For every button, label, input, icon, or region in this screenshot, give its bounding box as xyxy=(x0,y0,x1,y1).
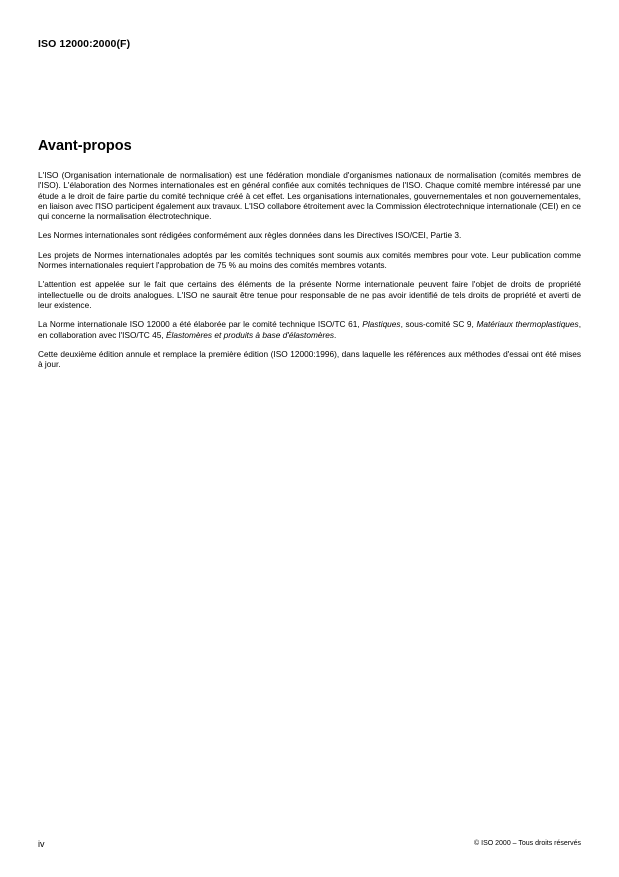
committee-text-4: . xyxy=(334,329,337,340)
committee-text-1: La Norme internationale ISO 12000 a été élaborée par le comité technique ISO/TC 61, xyxy=(38,319,363,330)
subcommittee-name: Matériaux thermoplastiques xyxy=(476,319,579,330)
committee-text-3: , en collaboration avec l'ISO/TC 45, xyxy=(38,319,581,340)
committee-text-2: , sous-comité SC 9, xyxy=(400,319,477,330)
paragraph-iso-organisation: L'ISO (Organisation internationale de normalisation) est une fédération mondiale d'organismes nationaux de normalisation (comités membres de l'ISO). L'élaboration des Normes internationales est en général confiée aux comités techniques de l'ISO. Chaque comité membre intéressé par une étude a le droit de faire partie du comité technique créé à cet effet. Les organisations internationales, gouvernementales et non gouvernementales, en liaison avec l'ISO participent également aux travaux. L'ISO collabore étroitement avec la Commission électrotechnique internationale (CEI) en ce qui concerne la normalisation électrotechnique. xyxy=(38,170,581,222)
paragraph-edition: Cette deuxième édition annule et remplace la première édition (ISO 12000:1996), dans laquelle les références aux méthodes d'essai ont été mises à jour. xyxy=(38,348,581,370)
copyright-notice: © ISO 2000 – Tous droits réservés xyxy=(474,840,581,847)
page-number: iv xyxy=(38,839,45,849)
paragraph-patent-rights: L'attention est appelée sur le fait que certains des éléments de la présente Norme internationale peuvent faire l'objet de droits de propriété intellectuelle ou de droits analogues. L'ISO ne saurait être tenue pour responsable de ne pas avoir identifié de tels droits de propriété et averti de leur existence. xyxy=(38,279,581,310)
paragraph-directives: Les Normes internationales sont rédigées conformément aux règles données dans les Directives ISO/CEI, Partie 3. xyxy=(38,230,462,241)
foreword-body xyxy=(38,170,581,378)
committee-name-plastiques: Plastiques xyxy=(362,319,401,330)
document-id: ISO 12000:2000(F) xyxy=(38,38,131,50)
paragraph-committee xyxy=(38,319,581,340)
paragraph-voting: Les projets de Normes internationales adoptés par les comités techniques sont soumis aux comités membres pour vote. Leur publication comme Normes internationales requiert l'approbation de 75 % au moins des comités membres votants. xyxy=(38,249,581,271)
committee-name-elastomeres: Élastomères et produits à base d'élastomères xyxy=(165,329,335,340)
section-title: Avant-propos xyxy=(38,138,132,154)
